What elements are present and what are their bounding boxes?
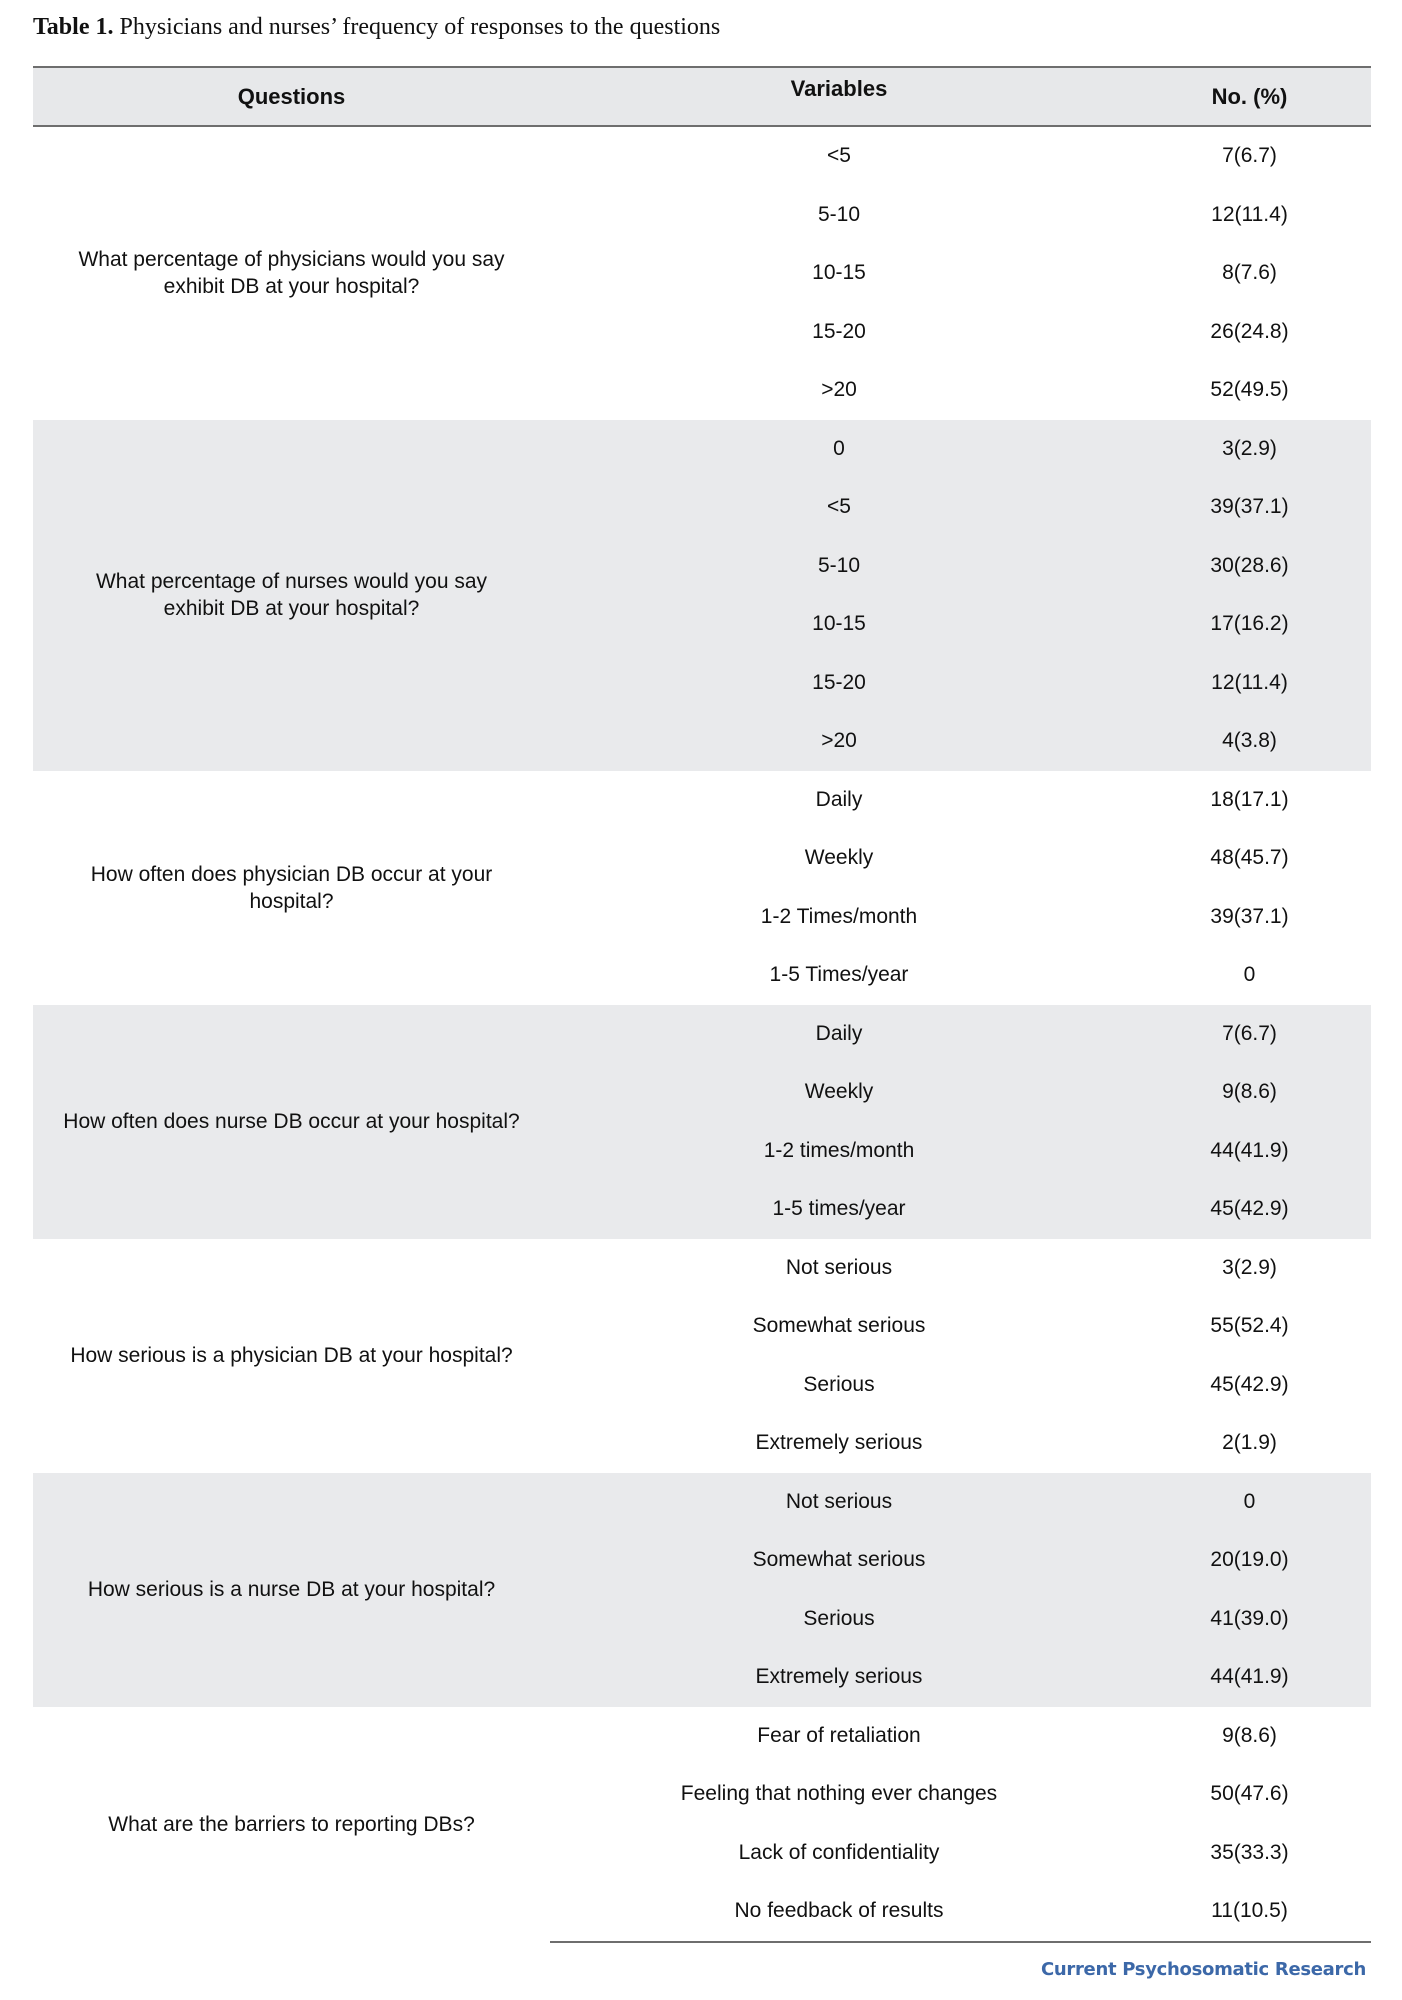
variable-cell: No feedback of results (550, 1882, 1128, 1942)
variable-cell: 10-15 (812, 261, 866, 285)
responses-table (33, 66, 1371, 1943)
count-percent-cell: 7(6.7) (1222, 144, 1277, 168)
variable-cell: Daily (550, 1005, 1128, 1064)
question-cell: How serious is a nurse DB at your hospital? (33, 1473, 550, 1707)
header-variables: Variables (550, 67, 1128, 126)
variable-cell: Feeling that nothing ever changes (680, 1782, 998, 1806)
variable-cell: Extremely serious (755, 1431, 923, 1455)
table-row (33, 1473, 1371, 1532)
question-cell: What percentage of physicians would you say exhibit DB at your hospital? (78, 248, 505, 299)
count-percent-cell: 9(8.6) (1222, 1723, 1277, 1747)
count-percent-cell: 55(52.4) (1210, 1314, 1289, 1338)
variable-cell: Weekly (804, 846, 874, 870)
count-percent-cell: 7(6.7) (1128, 1005, 1371, 1064)
variable-cell: Weekly (550, 1063, 1128, 1122)
variable-cell: <5 (550, 478, 1128, 537)
count-percent-cell: 44(41.9) (1128, 1122, 1371, 1181)
count-percent-cell: 44(41.9) (1128, 1648, 1371, 1707)
variable-cell: 15-20 (550, 654, 1128, 713)
question-cell: How often does physician DB occur at your hospital? (90, 862, 493, 913)
variable-cell: Daily (815, 787, 863, 811)
table-caption (33, 10, 720, 44)
variable-cell: Serious (803, 1372, 875, 1396)
count-percent-cell: 48(45.7) (1210, 846, 1289, 870)
count-percent-cell: 26(24.8) (1210, 319, 1289, 343)
table-header-row (33, 67, 1371, 126)
variable-cell: 1-5 Times/year (769, 963, 909, 987)
table-body (33, 126, 1371, 1942)
count-percent-cell: 45(42.9) (1210, 1372, 1289, 1396)
variable-cell: >20 (821, 378, 857, 402)
count-percent-cell: 0 (1243, 963, 1256, 987)
table-row (33, 126, 1371, 186)
table-header (33, 67, 1371, 126)
count-percent-cell: 52(49.5) (1210, 378, 1289, 402)
variable-cell: Somewhat serious (550, 1531, 1128, 1590)
count-percent-cell: 4(3.8) (1128, 712, 1371, 771)
table-caption-text: Physicians and nurses’ frequency of responses to the questions (113, 14, 721, 40)
question-cell: How often does nurse DB occur at your hospital? (33, 1005, 550, 1239)
variable-cell: Serious (550, 1590, 1128, 1649)
count-percent-cell: 3(2.9) (1222, 1255, 1277, 1279)
variable-cell: Not serious (785, 1255, 893, 1279)
variable-cell: <5 (827, 144, 851, 168)
question-cell: What are the barriers to reporting DBs? (108, 1812, 475, 1836)
count-percent-cell: 9(8.6) (1128, 1063, 1371, 1122)
variable-cell: Not serious (550, 1473, 1128, 1532)
header-number-percent: No. (%) (1128, 67, 1371, 126)
variable-cell: 0 (550, 420, 1128, 479)
count-percent-cell: 41(39.0) (1128, 1590, 1371, 1649)
table-row (33, 1239, 1371, 1298)
count-percent-cell: 50(47.6) (1210, 1782, 1289, 1806)
journal-name: Current Psychosomatic Research (1040, 1959, 1366, 1980)
variable-cell: Extremely serious (550, 1648, 1128, 1707)
variable-cell: Fear of retaliation (757, 1723, 921, 1747)
count-percent-cell: 0 (1128, 1473, 1371, 1532)
count-percent-cell: 39(37.1) (1128, 478, 1371, 537)
count-percent-cell: 17(16.2) (1128, 595, 1371, 654)
table-row (33, 1005, 1371, 1064)
variable-cell: 5-10 (550, 537, 1128, 596)
variable-cell: 15-20 (812, 319, 866, 343)
question-cell: How serious is a physician DB at your hospital? (70, 1344, 513, 1367)
variable-cell: 5-10 (817, 202, 861, 226)
count-percent-cell: 11(10.5) (1128, 1882, 1371, 1942)
variable-cell: >20 (550, 712, 1128, 771)
variable-cell: 1-2 Times/month (760, 904, 918, 928)
variable-cell: Lack of confidentiality (738, 1840, 940, 1864)
count-percent-cell: 35(33.3) (1210, 1840, 1289, 1864)
count-percent-cell: 18(17.1) (1210, 787, 1289, 811)
count-percent-cell: 30(28.6) (1128, 537, 1371, 596)
count-percent-cell: 12(11.4) (1211, 202, 1288, 226)
variable-cell: Somewhat serious (752, 1314, 926, 1338)
count-percent-cell: 3(2.9) (1128, 420, 1371, 479)
count-percent-cell: 2(1.9) (1222, 1431, 1277, 1455)
variable-cell: 10-15 (550, 595, 1128, 654)
variable-cell: 1-2 times/month (550, 1122, 1128, 1181)
count-percent-cell: 20(19.0) (1128, 1531, 1371, 1590)
header-questions: Questions (33, 67, 550, 126)
count-percent-cell: 45(42.9) (1128, 1180, 1371, 1239)
table-row (33, 1707, 1371, 1766)
table-row (33, 420, 1371, 479)
table-row (33, 771, 1371, 830)
variable-cell: 1-5 times/year (550, 1180, 1128, 1239)
question-cell: What percentage of nurses would you say exhibit DB at your hospital? (33, 420, 550, 771)
count-percent-cell: 8(7.6) (1222, 261, 1277, 285)
count-percent-cell: 39(37.1) (1210, 904, 1289, 928)
count-percent-cell: 12(11.4) (1128, 654, 1371, 713)
table-caption-label: Table 1. (33, 14, 114, 40)
